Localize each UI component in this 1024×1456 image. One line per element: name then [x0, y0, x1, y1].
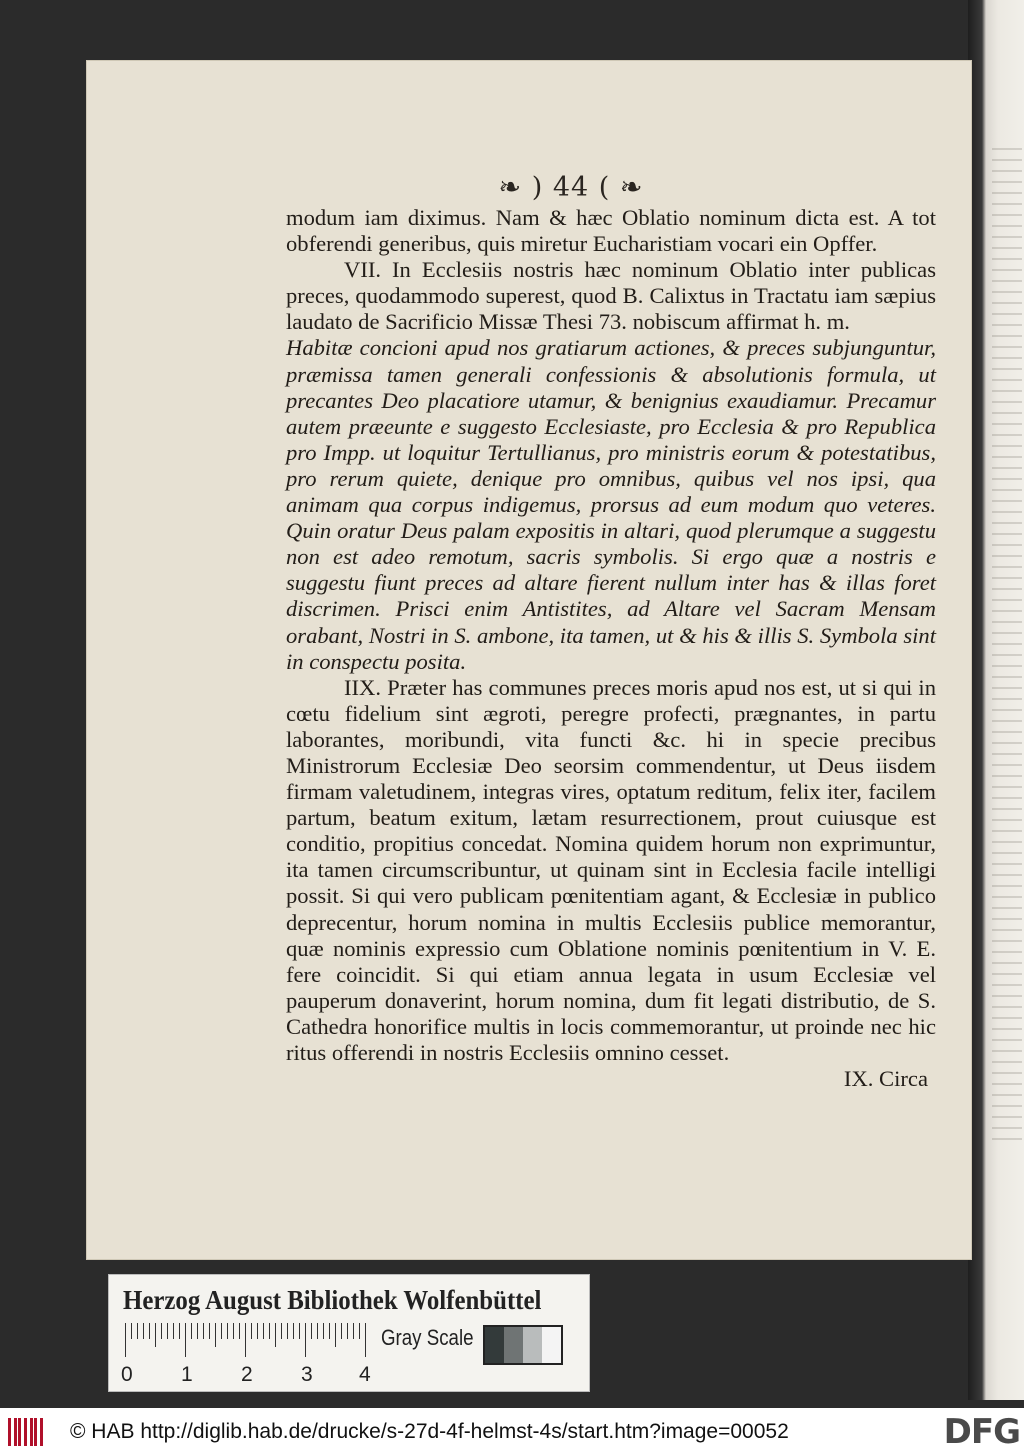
ruler-tick	[167, 1323, 168, 1339]
page-header: ❧ ) 44 ( ❧	[498, 172, 644, 203]
barcode-bar	[30, 1418, 33, 1446]
ruler-number: 1	[181, 1363, 193, 1386]
page-text	[286, 205, 936, 1092]
ruler-tick	[347, 1323, 348, 1339]
ruler-tick	[185, 1323, 186, 1357]
barcode-bar	[8, 1418, 11, 1446]
ruler-tick	[293, 1323, 294, 1339]
ruler-tick	[341, 1323, 342, 1339]
page-content	[286, 172, 936, 1092]
ruler-tick	[179, 1323, 180, 1339]
ruler-tick	[209, 1323, 210, 1339]
ruler-tick	[335, 1323, 336, 1347]
ruler-number: 4	[359, 1363, 371, 1386]
document-page	[86, 60, 972, 1260]
barcode-bar	[18, 1418, 21, 1446]
ruler-tick	[359, 1323, 360, 1339]
footer-copyright-link[interactable]: © HAB http://diglib.hab.de/drucke/s-27d-4f-helmst-4s/start.htm?image=00052	[70, 1420, 789, 1443]
facing-page-edge	[992, 140, 1022, 1140]
ruler-tick	[173, 1323, 174, 1339]
hab-color-card	[108, 1274, 590, 1392]
ruler-tick	[317, 1323, 318, 1339]
ruler-tick	[281, 1323, 282, 1339]
barcode-bar	[40, 1418, 43, 1446]
ruler-tick	[191, 1323, 192, 1339]
hab-card-title: Herzog August Bibliothek Wolfenbüttel	[123, 1285, 542, 1315]
ruler-tick	[155, 1323, 156, 1347]
ruler-tick	[143, 1323, 144, 1339]
catchword: IX. Circa	[843, 1066, 928, 1092]
ruler-tick	[287, 1323, 288, 1339]
ruler-tick	[353, 1323, 354, 1339]
dfg-logo: DFG	[943, 1412, 1020, 1452]
barcode-bar	[24, 1418, 27, 1446]
gray-swatch	[485, 1327, 504, 1363]
ruler-tick	[197, 1323, 198, 1339]
ruler-tick	[365, 1323, 366, 1357]
barcode-bar	[14, 1418, 17, 1446]
paragraph-quotation: Habitæ concioni apud nos gratiarum actiones, & preces subjunguntur, præmissa tamen generali confessionis & absolutionis formula, ut precantes Deo placatiore utamur, & benignius exaudiamur. Precamur autem præeunte e suggesto Ecclesiaste, pro Ecclesia & pro Republica pro Impp. ut loquitur Tertullianus, pro ministris eorum & potestatibus, pro rerum quiete, denique pro omnibus, quibus vel nos ipsi, qua animam qua corpus indigemus, prorsus ad eum modum quo veteres. Quin oratur Deus palam expositis in altari, quod plerumque a suggestu non est adeo remotum, sacris symbolis. Si ergo quæ a nostris e suggestu fiunt preces ad altare fierent nullum inter has & illas foret discrimen. Prisci enim Antistites, ad Altare vel Sacram Mensam orabant, Nostri in S. ambone, ita tamen, ut & his & illis S. Symbola sint in conspectu posita.	[286, 335, 936, 674]
ruler-tick	[251, 1323, 252, 1339]
ruler-tick	[227, 1323, 228, 1339]
gray-swatch	[523, 1327, 542, 1363]
ruler-tick	[311, 1323, 312, 1339]
ruler-tick	[275, 1323, 276, 1347]
ruler-tick	[233, 1323, 234, 1339]
ruler-tick	[215, 1323, 216, 1347]
paragraph-continuation: modum iam diximus. Nam & hæc Oblatio nominum dicta est. A tot obferendi generibus, quis miretur Eucharistiam vocari ein Opffer.	[286, 205, 936, 257]
gray-swatch	[504, 1327, 523, 1363]
scale-ruler	[125, 1323, 381, 1357]
ruler-tick	[329, 1323, 330, 1339]
paragraph-iix: IIX. Præter has communes preces moris apud nos est, ut si qui in cœtu fidelium sint ægroti, peregre profecti, prægnantes, in partu laborantes, moribundi, vita functi &c. hi in specie precibus Ministrorum Ecclesiæ Deo seorsim commendentur, ut Deus iisdem firmam valetudinem, integras vires, optatum reditum, felix iter, facilem partum, beatum exitum, lætam resurrectionem, prout cuiusque est conditio, propitius concedat. Nomina quidem horum non exprimuntur, ita tamen circumscribuntur, ut quinam sint in Ecclesia facile intelligi possit. Si qui vero publicam pœnitentiam agant, & Ecclesiæ in publico deprecentur, horum nomina in multis Ecclesiis publice memorantur, quæ nominis expressio cum Oblatione nominis pœnitentium in V. E. fere coincidit. Si qui etiam annua legata in usum Ecclesiæ vel pauperum donaverint, horum nomina, dum fit legati distributio, de S. Cathedra honorifice multis in locis commemorantur, ut proinde nec hic ritus offerendi in nostris Ecclesiis omnino cesset.	[286, 674, 936, 1065]
ruler-tick	[137, 1323, 138, 1339]
barcode-bar	[34, 1418, 37, 1446]
gray-scale-swatches	[483, 1325, 563, 1365]
ruler-tick	[149, 1323, 150, 1339]
ruler-tick	[131, 1323, 132, 1339]
ruler-tick	[161, 1323, 162, 1339]
ruler-tick	[221, 1323, 222, 1339]
ruler-tick	[125, 1323, 126, 1357]
ruler-numbers	[119, 1363, 389, 1387]
ruler-tick	[323, 1323, 324, 1339]
footer-bar	[0, 1408, 1024, 1456]
ruler-tick	[257, 1323, 258, 1339]
gray-scale-label: Gray Scale	[381, 1325, 474, 1350]
ruler-number: 0	[121, 1363, 133, 1386]
gray-swatch	[542, 1327, 561, 1363]
ruler-tick	[263, 1323, 264, 1339]
ruler-tick	[305, 1323, 306, 1357]
ruler-tick	[269, 1323, 270, 1339]
ruler-number: 2	[241, 1363, 253, 1386]
hab-barcode-icon	[8, 1418, 44, 1446]
ruler-tick	[203, 1323, 204, 1339]
paragraph-vii: VII. In Ecclesiis nostris hæc nominum Oblatio inter publicas preces, quodammodo superest, quod B. Calixtus in Tractatu iam sæpius laudato de Sacrificio Missæ Thesi 73. nobiscum affirmat h. m.	[286, 257, 936, 335]
ruler-tick	[239, 1323, 240, 1339]
ruler-number: 3	[301, 1363, 313, 1386]
ruler-tick	[299, 1323, 300, 1339]
ruler-tick	[245, 1323, 246, 1357]
